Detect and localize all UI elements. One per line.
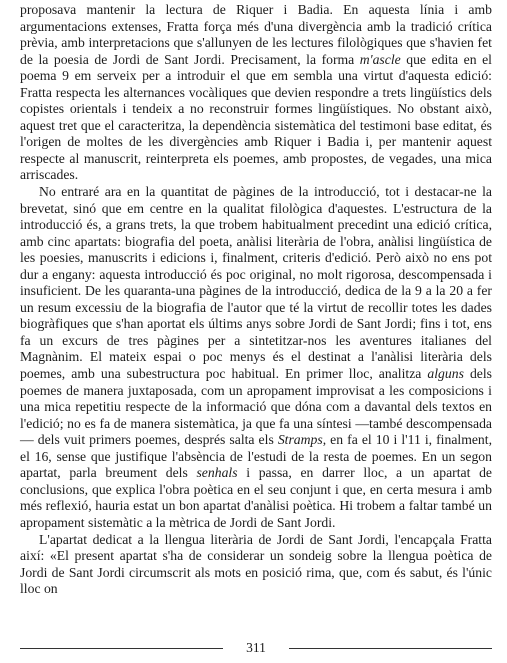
italic-term: senhals (196, 465, 238, 481)
text-run: i passa, en darrer lloc, a un apartat de conclusions, que explica l'obra poètica en el seu conjunt i que, en certa mesura i amb més reflexió, hauria estat un bon apartat d'anàlisi poètica. Hi trobem a faltar també un apropament sistemàtic a la mètrica de Jordi de Sant Jordi. (20, 465, 493, 530)
page-number: 311 (246, 640, 266, 655)
italic-term: Stramps (277, 432, 323, 448)
paragraph-2 (20, 184, 492, 531)
paragraph-1 (20, 2, 492, 184)
paragraph-3 (20, 532, 492, 598)
text-run: , en fa el 10 i l'11 i, finalment, el 16, sense que justifique l'absència de l'estudi de la resta de poemes. En un segon apartat, parla breument dels (20, 432, 492, 481)
text-run: proposava mantenir la lectura de Riquer i Badia. En aquesta línia i amb argumentacions extenses, Fratta força més d'una divergència amb la tradició crítica prèvia, amb interpretacions que s'allunyen de les lectures filològiques que s'havien fet de la poesia de Jordi de Sant Jordi. Precisament, la forma (20, 2, 492, 67)
page-footer (20, 640, 492, 656)
italic-term: alguns (427, 366, 464, 382)
text-run: No entraré ara en la quantitat de pàgines de la introducció, tot i destacar-ne la brevetat, sinó que em centre en la qualitat filològica d'aquestes. L'estructura de la introducció és, a grans trets, la que trobem habitualment precedint una edició crítica, amb cinc apartats: biografia del poeta, anàlisi literària de l'obra, anàlisi lingüística de les poesies, manuscrits i edicions i, finalment, criteris d'edició. Però això no ens pot dur a engany: aquesta introducció és poc original, no molt rigorosa, descompensada i insuficient. De les quaranta-una pàgines de la introducció, dedica de la 9 a la 20 a fer un resum excessiu de la biografia de l'autor que té la virtut de recollir totes les dades biogràfiques que s'han aportat els últims anys sobre Jordi de Sant Jordi; fins i tot, ens fa un excurs de tres pàgines per a sintetitzar-nos les aventures italianes del Magnànim. El mateix espai o poc menys és el destinat a l'anàlisi literària dels poemes, amb una subestructura poc habitual. En primer lloc, analitza (20, 184, 492, 382)
body-text (20, 2, 492, 598)
italic-term: m'ascle (359, 51, 401, 67)
footer-rule-right (289, 648, 492, 649)
text-run: que edita en el poema 9 em serveix per a introduir el que em sembla una virtut d'aquesta edició: Fratta respecta les alternances vocàliques que devien respondre a trets lingüístics dels copistes orientals i tendeix a no reconstruir formes lingüístiques. No obstant això, aquest tret que el caracteritza, la dependència sistemàtica del testimoni base editat, és l'origen de moltes de les divergències amb Riquer i Badia i, per mantenir aquest respecte al manuscrit, reinterpreta els poemes, amb propostes, de vegades, una mica arriscades. (20, 51, 492, 183)
text-run: L'apartat dedicat a la llengua literària de Jordi de Sant Jordi, l'encapçala Fratta així: «El present apartat s'ha de considerar un sondeig sobre la llengua poètica de Jordi de Sant Jordi circumscrit als mots en posició rima, que, com és sabut, és l'únic lloc on (20, 531, 492, 597)
text-run: dels poemes de manera juxtaposada, com un apropament improvisat a les composicions i una mica repetitiu respecte de la informació que dóna com a davantal dels textos en l'edició; no es fa de manera sistemàtica, ja que fa una síntesi —també descompensada— dels vuit primers poemes, després salta els (20, 366, 492, 448)
